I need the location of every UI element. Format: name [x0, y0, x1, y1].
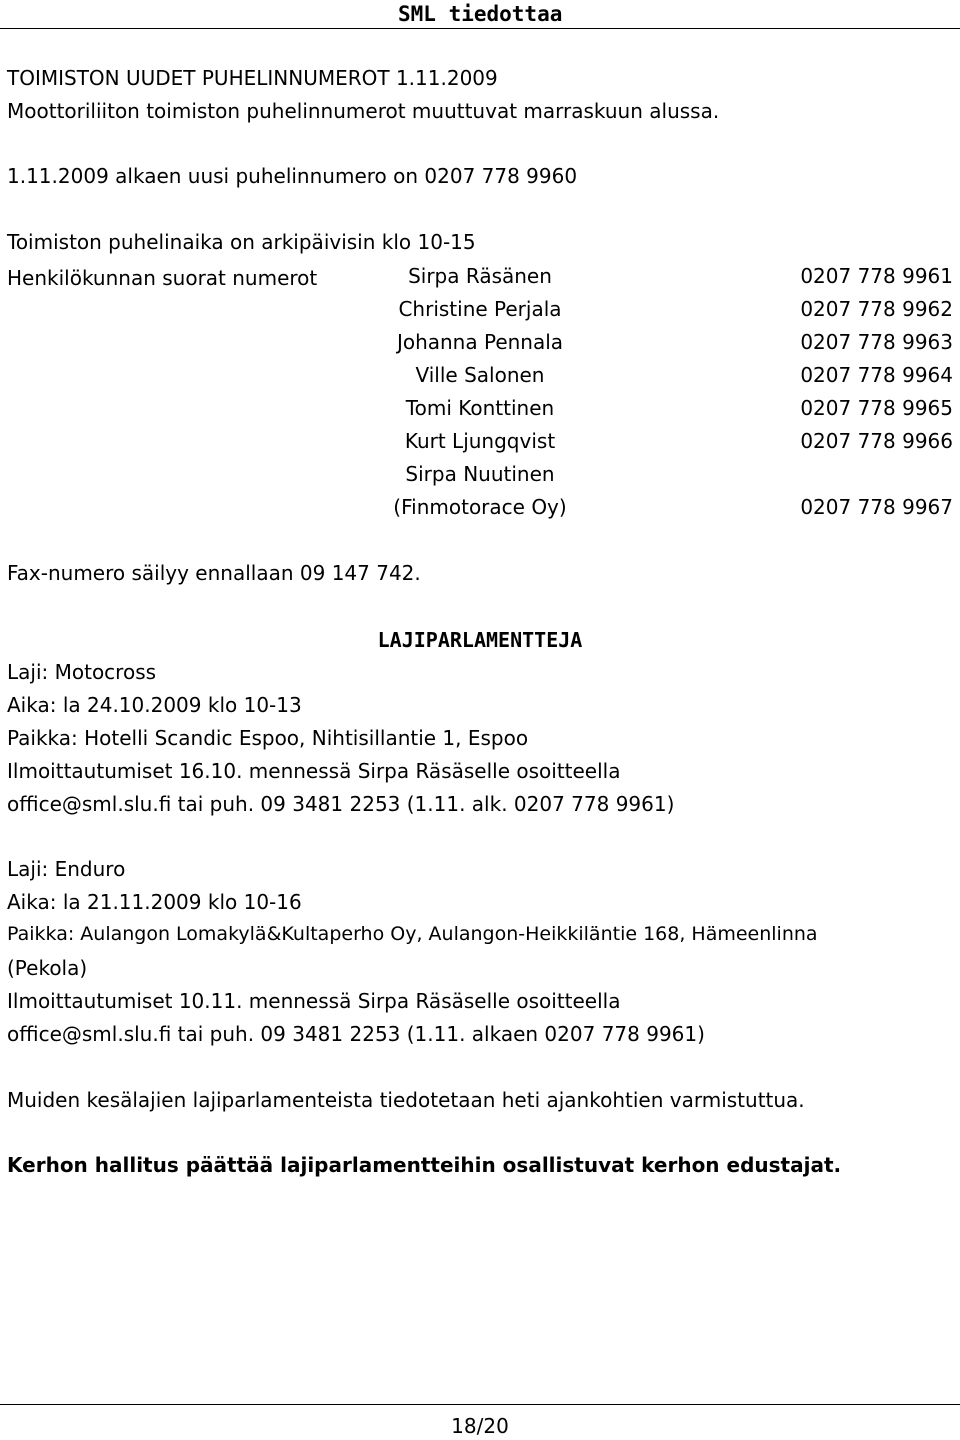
enduro-paikka-continued: (Pekola)	[7, 956, 88, 980]
staff-phone: 0207 778 9961	[800, 264, 953, 288]
staff-row	[0, 396, 960, 428]
motocross-contact: office@sml.slu.fi tai puh. 09 3481 2253 (1.11. alk. 0207 778 9961)	[7, 792, 675, 816]
new-number-text: 1.11.2009 alkaen uusi puhelinnumero on 0207 778 9960	[7, 164, 578, 188]
staff-row	[0, 363, 960, 395]
enduro-contact: office@sml.slu.fi tai puh. 09 3481 2253 (1.11. alkaen 0207 778 9961)	[7, 1022, 705, 1046]
staff-name: Tomi Konttinen	[405, 396, 555, 420]
staff-name: Ville Salonen	[415, 363, 545, 387]
motocross-ilmoittautumiset: Ilmoittautumiset 16.10. mennessä Sirpa Räsäselle osoitteella	[7, 759, 621, 783]
staff-row	[0, 330, 960, 362]
staff-name: Johanna Pennala	[396, 330, 564, 354]
staff-name: Kurt Ljungqvist	[404, 429, 556, 453]
staff-row	[0, 264, 960, 296]
staff-phone: 0207 778 9962	[800, 297, 953, 321]
staff-name: Christine Perjala	[398, 297, 562, 321]
motocross-aika: Aika: la 24.10.2009 klo 10-13	[7, 693, 302, 717]
section-title: LAJIPARLAMENTTEJA	[377, 628, 583, 652]
staff-phone: 0207 778 9964	[800, 363, 953, 387]
staff-name: Sirpa Räsänen	[408, 264, 552, 288]
phones-heading: TOIMISTON UUDET PUHELINNUMEROT 1.11.2009	[7, 66, 498, 90]
staff-phone: 0207 778 9966	[800, 429, 953, 453]
page-header	[0, 0, 960, 29]
footer-rule	[0, 1404, 960, 1405]
staff-label: Henkilökunnan suorat numerot	[7, 266, 318, 290]
staff-name: (Finmotorace Oy)	[393, 495, 567, 519]
staff-row	[0, 495, 960, 527]
staff-phone: 0207 778 9965	[800, 396, 953, 420]
motocross-laji: Laji: Motocross	[7, 660, 157, 684]
staff-row	[0, 297, 960, 329]
office-hours-text: Toimiston puhelinaika on arkipäivisin klo 10-15	[7, 230, 476, 254]
enduro-paikka: Paikka: Aulangon Lomakylä&Kultaperho Oy, Aulangon-Heikkiläntie 168, Hämeenlinna	[7, 923, 818, 945]
staff-phone: 0207 778 9963	[800, 330, 953, 354]
enduro-ilmoittautumiset: Ilmoittautumiset 10.11. mennessä Sirpa Räsäselle osoitteella	[7, 989, 621, 1013]
header-title: SML tiedottaa	[398, 2, 563, 26]
staff-phone: 0207 778 9967	[800, 495, 953, 519]
fax-text: Fax-numero säilyy ennallaan 09 147 742.	[7, 561, 421, 585]
other-sports-text: Muiden kesälajien lajiparlamenteista tiedotetaan heti ajankohtien varmistuttua.	[7, 1088, 805, 1112]
staff-row	[0, 429, 960, 461]
motocross-paikka: Paikka: Hotelli Scandic Espoo, Nihtisillantie 1, Espoo	[7, 726, 529, 750]
club-note: Kerhon hallitus päättää lajiparlamentteihin osallistuvat kerhon edustajat.	[7, 1153, 842, 1177]
staff-row	[0, 462, 960, 494]
page-number: 18/20	[451, 1414, 509, 1438]
enduro-laji: Laji: Enduro	[7, 857, 126, 881]
staff-name: Sirpa Nuutinen	[405, 462, 555, 486]
enduro-aika: Aika: la 21.11.2009 klo 10-16	[7, 890, 302, 914]
phones-intro: Moottoriliiton toimiston puhelinnumerot muuttuvat marraskuun alussa.	[7, 99, 720, 123]
